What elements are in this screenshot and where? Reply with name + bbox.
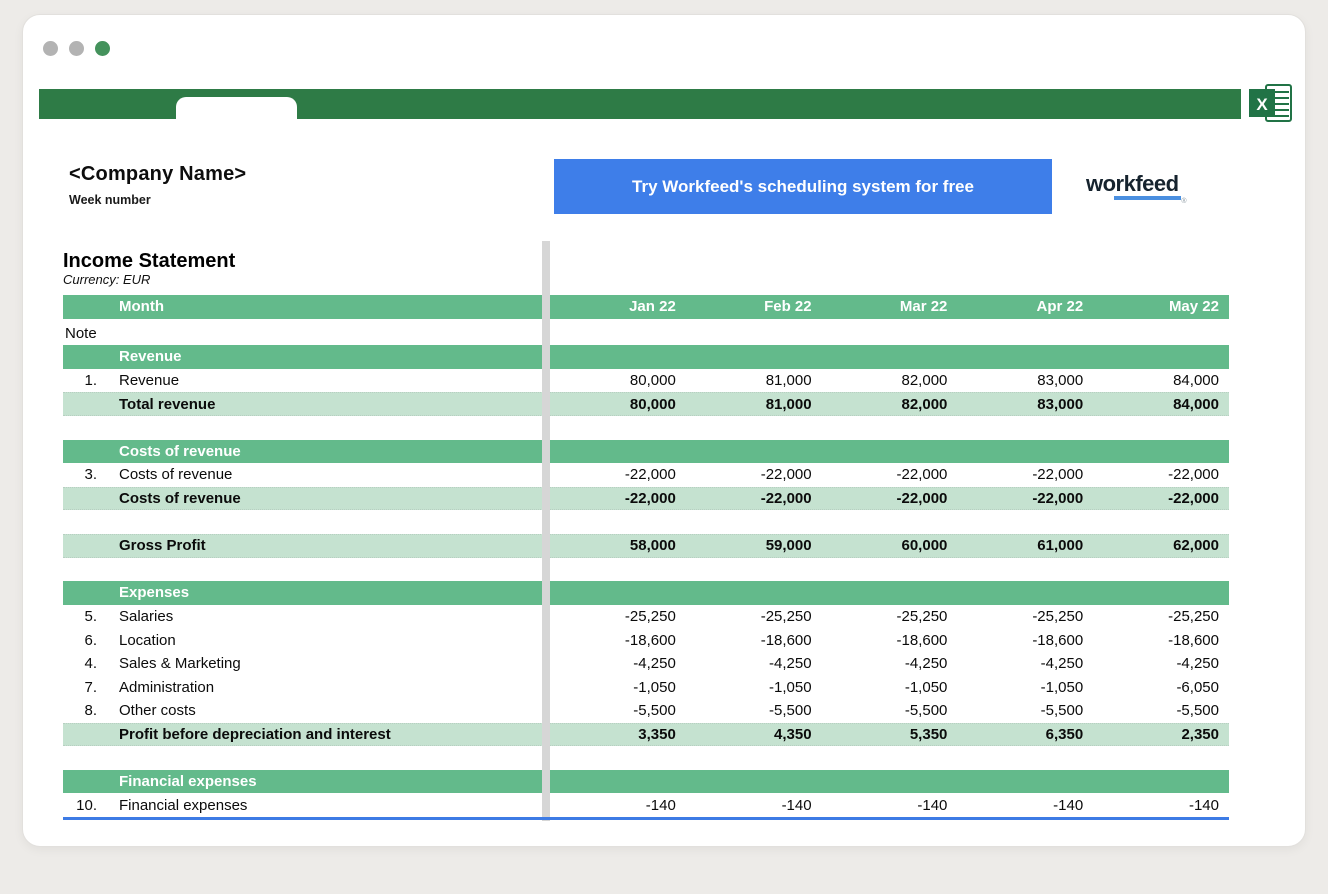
value-cell: -140 [917, 797, 948, 813]
spacer-row [63, 746, 1229, 770]
window-dot [43, 41, 58, 56]
row-note: 1. [84, 373, 97, 389]
company-header [69, 163, 246, 207]
value-cell: 59,000 [765, 538, 812, 554]
value-cell: 5,350 [909, 726, 948, 742]
row-label: Gross Profit [119, 538, 206, 554]
value-cell: -22,000 [1168, 467, 1219, 483]
value-cell: -22,000 [760, 491, 812, 507]
value-cell: -22,000 [1168, 491, 1219, 507]
month-header-cell: Feb 22 [764, 299, 812, 315]
value-cell: -22,000 [1032, 467, 1084, 483]
registered-mark: ® [1181, 198, 1187, 205]
value-cell: 81,000 [765, 396, 812, 412]
value-cell: 83,000 [1037, 373, 1084, 389]
row-label: Revenue [119, 349, 182, 365]
row-note: 6. [84, 632, 97, 648]
value-cell: -4,250 [769, 656, 812, 672]
value-cell: -25,250 [624, 609, 676, 625]
excel-icon [1247, 83, 1293, 123]
value-cell: 83,000 [1037, 396, 1084, 412]
window-dot [95, 41, 110, 56]
value-cell: 80,000 [629, 373, 676, 389]
value-cell: -1,050 [904, 679, 948, 695]
value-cell: 3,350 [638, 726, 676, 742]
value-cell: 82,000 [901, 373, 948, 389]
row-label: Financial expenses [119, 797, 248, 813]
item-row [63, 463, 1229, 487]
value-cell: -18,600 [896, 632, 948, 648]
value-cell: -140 [645, 797, 676, 813]
row-label: Costs of revenue [119, 467, 233, 483]
section-header-row [63, 440, 1229, 464]
value-cell: -22,000 [624, 467, 676, 483]
value-cell: -4,250 [1176, 656, 1219, 672]
value-cell: 84,000 [1173, 373, 1219, 389]
row-label: Revenue [119, 373, 180, 389]
cta-banner-button[interactable]: Try Workfeed's scheduling system for free [554, 159, 1052, 214]
note-row [63, 322, 1229, 346]
month-header-cell: Apr 22 [1036, 299, 1084, 315]
total-row [63, 723, 1229, 747]
item-row [63, 605, 1229, 629]
section-header-row [63, 770, 1229, 794]
value-cell: -5,500 [1040, 703, 1084, 719]
selection-line [63, 817, 1229, 820]
total-row [63, 487, 1229, 511]
month-header-cell: Jan 22 [629, 299, 676, 315]
value-cell: -4,250 [1040, 656, 1084, 672]
value-cell: 82,000 [901, 396, 948, 412]
row-note: 3. [84, 467, 97, 483]
value-cell: -18,600 [760, 632, 812, 648]
value-cell: -140 [781, 797, 812, 813]
window-dot [69, 41, 84, 56]
value-cell: -22,000 [624, 491, 676, 507]
value-cell: 80,000 [629, 396, 676, 412]
spacer-row [63, 558, 1229, 582]
value-cell: -18,600 [624, 632, 676, 648]
value-cell: 62,000 [1173, 538, 1219, 554]
week-number-label: Week number [69, 193, 151, 207]
section-header-row [63, 345, 1229, 369]
income-statement-table [63, 295, 1229, 817]
company-name: <Company Name> [69, 163, 247, 185]
item-row [63, 793, 1229, 817]
month-header-cell: Mar 22 [899, 299, 948, 315]
row-label: Expenses [119, 585, 190, 601]
value-cell: -4,250 [904, 656, 948, 672]
row-note: 7. [84, 679, 97, 695]
column-divider [542, 241, 550, 821]
row-label: Location [119, 632, 176, 648]
value-cell: 84,000 [1173, 396, 1219, 412]
value-cell: -6,050 [1176, 679, 1219, 695]
month-header-label: Month [119, 299, 164, 315]
value-cell: -22,000 [760, 467, 812, 483]
currency-label: Currency: EUR [63, 272, 151, 287]
row-note: 10. [76, 797, 97, 813]
value-cell: -1,050 [1040, 679, 1084, 695]
statement-title: Income Statement [63, 250, 236, 272]
row-label: Financial expenses [119, 774, 257, 790]
value-cell: -4,250 [633, 656, 676, 672]
workfeed-logo-text: workfeed [1086, 171, 1179, 196]
spacer-row [63, 416, 1229, 440]
value-cell: -140 [1188, 797, 1219, 813]
value-cell: 61,000 [1037, 538, 1084, 554]
value-cell: -5,500 [1176, 703, 1219, 719]
value-cell: -22,000 [1032, 491, 1084, 507]
window-controls [43, 41, 110, 56]
month-header-row [63, 295, 1229, 319]
value-cell: -25,250 [1168, 609, 1219, 625]
value-cell: -1,050 [769, 679, 812, 695]
value-cell: -22,000 [896, 491, 948, 507]
spacer-row [63, 510, 1229, 534]
row-note: 5. [84, 609, 97, 625]
value-cell: -1,050 [633, 679, 676, 695]
total-row [63, 534, 1229, 558]
app-window [22, 14, 1306, 847]
row-label: Salaries [119, 609, 174, 625]
row-note: 8. [84, 703, 97, 719]
value-cell: -140 [1053, 797, 1084, 813]
value-cell: -18,600 [1168, 632, 1219, 648]
month-header-cell: May 22 [1168, 299, 1219, 315]
value-cell: -18,600 [1032, 632, 1084, 648]
value-cell: -5,500 [904, 703, 948, 719]
value-cell: -25,250 [1032, 609, 1084, 625]
value-cell: 58,000 [629, 538, 676, 554]
row-label: Administration [119, 679, 215, 695]
value-cell: 60,000 [901, 538, 948, 554]
income-statement [63, 251, 1229, 820]
row-label: Total revenue [119, 396, 216, 412]
excel-ribbon-bar [39, 89, 1241, 119]
row-note: 4. [84, 656, 97, 672]
value-cell: 2,350 [1181, 726, 1219, 742]
total-row [63, 392, 1229, 416]
value-cell: -5,500 [633, 703, 676, 719]
row-label: Profit before depreciation and interest [119, 726, 391, 742]
row-label: Sales & Marketing [119, 656, 241, 672]
value-cell: 81,000 [765, 373, 812, 389]
value-cell: 6,350 [1045, 726, 1084, 742]
value-cell: -5,500 [769, 703, 812, 719]
item-row [63, 369, 1229, 393]
svg-text:X: X [1256, 95, 1268, 114]
item-row [63, 652, 1229, 676]
value-cell: 4,350 [774, 726, 812, 742]
sheet-tab [176, 97, 297, 119]
row-label: Other costs [119, 703, 196, 719]
logo-underline [1114, 196, 1181, 200]
row-label: Costs of revenue [119, 491, 241, 507]
section-header-row [63, 581, 1229, 605]
workfeed-logo[interactable] [1086, 171, 1187, 205]
value-cell: -25,250 [760, 609, 812, 625]
value-cell: -22,000 [896, 467, 948, 483]
item-row [63, 676, 1229, 700]
row-label: Costs of revenue [119, 443, 241, 459]
item-row [63, 699, 1229, 723]
value-cell: -25,250 [896, 609, 948, 625]
item-row [63, 628, 1229, 652]
note-label: Note [65, 325, 97, 341]
